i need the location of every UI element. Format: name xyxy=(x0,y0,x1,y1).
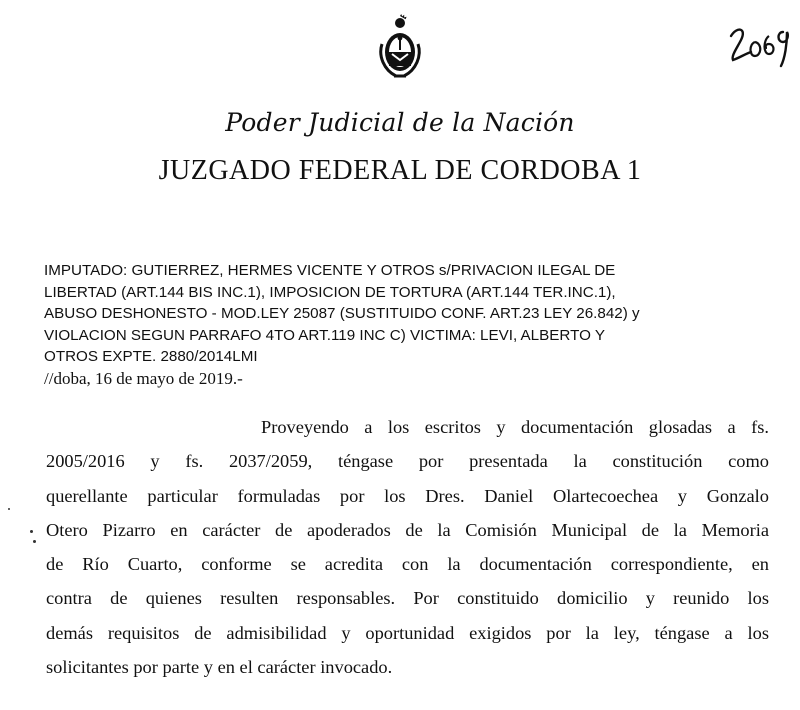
case-header-line: IMPUTADO: GUTIERREZ, HERMES VICENTE Y OTROS s/PRIVACION ILEGAL DE xyxy=(44,262,616,279)
case-header xyxy=(44,260,774,368)
court-name: Poder Judicial de la Nación xyxy=(225,108,575,137)
case-header-line: ABUSO DESHONESTO - MOD.LEY 25087 (SUSTITUIDO CONF. ART.23 LEY 26.842) y xyxy=(44,305,640,322)
body-line: 2005/2016 y fs. 2037/2059, téngase por presentada la constitución como xyxy=(46,451,769,472)
case-header-line: VIOLACION SEGUN PARRAFO 4TO ART.119 INC C) VICTIMA: LEVI, ALBERTO Y xyxy=(44,326,605,344)
scan-speck xyxy=(8,508,10,510)
case-header-line: LIBERTAD (ART.144 BIS INC.1), IMPOSICION DE TORTURA (ART.144 TER.INC.1), xyxy=(44,283,616,301)
body-line: querellante particular formuladas por los Dres. Daniel Olartecoechea y Gonzalo xyxy=(46,485,769,506)
body-paragraph xyxy=(46,410,769,684)
court-title: JUZGADO FEDERAL DE CORDOBA 1 xyxy=(158,155,642,186)
handwritten-folio-number xyxy=(725,14,795,74)
scan-speck xyxy=(30,530,33,533)
body-line: Otero Pizarro en carácter de apoderados de la Comisión Municipal de la Memoria xyxy=(46,519,769,540)
body-line: contra de quienes resulten responsables. Por constituido domicilio y reunido los xyxy=(46,588,769,609)
body-line: de Río Cuarto, conforme se acredita con la documentación correspondiente, en xyxy=(46,554,769,575)
body-line: demás requisitos de admisibilidad y oportunidad exigidos por la ley, téngase a los xyxy=(46,622,769,643)
scan-speck xyxy=(33,540,36,543)
body-line: Proveyendo a los escritos y documentación glosadas a fs. xyxy=(261,417,769,437)
coat-of-arms-icon xyxy=(374,14,426,80)
date-line: //doba, 16 de mayo de 2019.- xyxy=(44,369,243,388)
case-header-line: OTROS EXPTE. 2880/2014LMI xyxy=(44,348,258,365)
body-line: solicitantes por parte y en el carácter invocado. xyxy=(46,657,393,678)
